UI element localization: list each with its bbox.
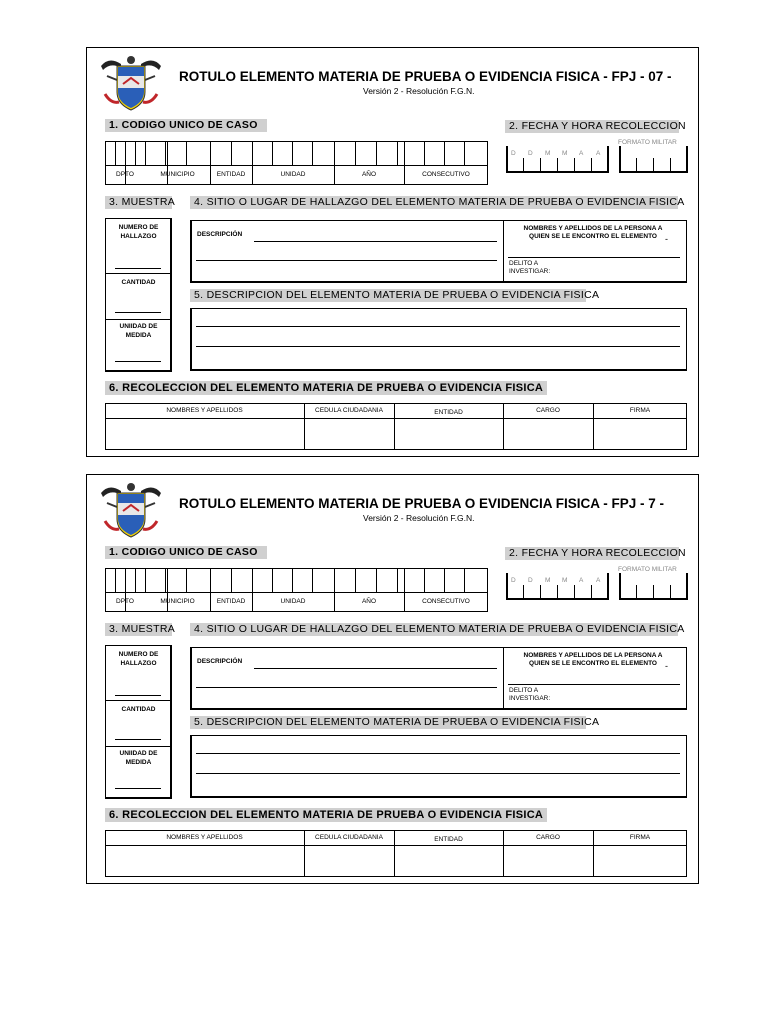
numero-hallazgo-label: NUMERO DE bbox=[118, 651, 159, 658]
consecutivo-label: CONSECUTIVO bbox=[422, 598, 470, 605]
date-letter: D bbox=[528, 577, 533, 584]
col-firma: FIRMA bbox=[629, 407, 651, 414]
section-6-heading: 6. RECOLECCION DEL ELEMENTO MATERIA DE PRUEBA O EVIDENCIA FISICA bbox=[105, 381, 547, 395]
firma-cell[interactable] bbox=[594, 419, 686, 449]
delito-label: DELITO A bbox=[509, 260, 539, 267]
unidad-medida-label: UNIIDAD DE bbox=[119, 323, 158, 330]
cargo-cell[interactable] bbox=[504, 419, 592, 449]
cantidad-label: CANTIDAD bbox=[121, 279, 156, 286]
section-3-heading: 3. MUESTRA bbox=[105, 623, 172, 636]
section-5-heading: 5. DESCRIPCION DEL ELEMENTO MATERIA DE PRUEBA O EVIDENCIA FISICA bbox=[190, 716, 586, 729]
descripcion-elemento-box[interactable] bbox=[190, 308, 687, 371]
cargo-cell[interactable] bbox=[504, 846, 592, 876]
descripcion-elemento-box[interactable] bbox=[190, 735, 687, 798]
persona-input[interactable] bbox=[508, 684, 680, 685]
descripcion-label: DESCRIPCIÓN bbox=[197, 658, 243, 665]
colombia-coat-of-arms-icon bbox=[97, 481, 165, 539]
col-cedula: CEDULA CIUDADANIA bbox=[315, 834, 383, 841]
persona-label-2: QUIEN SE LE ENCONTRO EL ELEMENTO bbox=[529, 233, 657, 240]
section-4-heading: 4. SITIO O LUGAR DE HALLAZGO DEL ELEMENTO MATERIA DE PRUEBA O EVIDENCIA FISICA bbox=[190, 196, 678, 209]
numero-hallazgo-input[interactable] bbox=[115, 695, 161, 696]
date-letter: A bbox=[579, 577, 584, 584]
delito-label: DELITO A bbox=[509, 687, 539, 694]
date-letter: M bbox=[562, 577, 568, 584]
date-letter: M bbox=[545, 150, 551, 157]
case-code-grid[interactable] bbox=[105, 141, 488, 185]
unidad-medida-label: UNIIDAD DE bbox=[119, 750, 158, 757]
col-firma: FIRMA bbox=[629, 834, 651, 841]
section-5-heading: 5. DESCRIPCION DEL ELEMENTO MATERIA DE PRUEBA O EVIDENCIA FISICA bbox=[190, 289, 586, 302]
nombres-cell[interactable] bbox=[106, 419, 303, 449]
numero-hallazgo-label: NUMERO DE bbox=[118, 224, 159, 231]
section-1-heading: 1. CODIGO UNICO DE CASO bbox=[105, 119, 267, 132]
colombia-coat-of-arms-icon bbox=[97, 54, 165, 112]
anio-label: AÑO bbox=[361, 171, 377, 178]
unidad-medida-label-2: MEDIDA bbox=[125, 759, 152, 766]
col-nombres: NOMBRES Y APELLIDOS bbox=[166, 834, 243, 841]
unidad-label: UNIDAD bbox=[280, 171, 306, 178]
col-entidad: ENTIDAD bbox=[434, 409, 463, 416]
col-nombres: NOMBRES Y APELLIDOS bbox=[166, 407, 243, 414]
dpto-label: DPTO bbox=[116, 171, 134, 178]
col-cargo: CARGO bbox=[536, 407, 560, 414]
unidad-medida-input[interactable] bbox=[115, 361, 161, 362]
form-version: Versión 2 - Resolución F.G.N. bbox=[363, 513, 475, 523]
cedula-cell[interactable] bbox=[305, 419, 393, 449]
unidad-label: UNIDAD bbox=[280, 598, 306, 605]
section-3-heading: 3. MUESTRA bbox=[105, 196, 172, 209]
entidad-cell[interactable] bbox=[395, 419, 502, 449]
municipio-label: MUNICIPIO bbox=[160, 598, 195, 605]
descripcion-input-2[interactable] bbox=[196, 687, 497, 688]
persona-input[interactable] bbox=[508, 257, 680, 258]
case-code-grid[interactable] bbox=[105, 568, 488, 612]
date-letter: A bbox=[579, 150, 584, 157]
delito-label-2: INVESTIGAR: bbox=[509, 268, 551, 275]
anio-label: AÑO bbox=[361, 598, 377, 605]
cedula-cell[interactable] bbox=[305, 846, 393, 876]
numero-hallazgo-input[interactable] bbox=[115, 268, 161, 269]
formato-militar-label: FORMATO MILITAR bbox=[618, 566, 677, 573]
cantidad-input[interactable] bbox=[115, 312, 161, 313]
unidad-medida-input[interactable] bbox=[115, 788, 161, 789]
firma-cell[interactable] bbox=[594, 846, 686, 876]
cantidad-input[interactable] bbox=[115, 739, 161, 740]
entidad-label: ENTIDAD bbox=[216, 598, 246, 605]
date-letter: M bbox=[545, 577, 551, 584]
nombres-cell[interactable] bbox=[106, 846, 303, 876]
section-2-heading: 2. FECHA Y HORA RECOLECCION bbox=[505, 120, 679, 133]
descripcion-input[interactable] bbox=[254, 241, 497, 242]
dash-mark: - bbox=[665, 661, 668, 671]
date-letter: A bbox=[596, 150, 601, 157]
date-letter: M bbox=[562, 150, 568, 157]
evidence-label-form-2 bbox=[86, 474, 699, 884]
col-cedula: CEDULA CIUDADANIA bbox=[315, 407, 383, 414]
descripcion-input[interactable] bbox=[254, 668, 497, 669]
municipio-label: MUNICIPIO bbox=[160, 171, 195, 178]
formato-militar-label: FORMATO MILITAR bbox=[618, 139, 677, 146]
delito-label-2: INVESTIGAR: bbox=[509, 695, 551, 702]
muestra-box bbox=[105, 218, 172, 372]
persona-label: NOMBRES Y APELLIDOS DE LA PERSONA A bbox=[523, 225, 663, 232]
date-letter: D bbox=[528, 150, 533, 157]
dpto-label: DPTO bbox=[116, 598, 134, 605]
section-1-heading: 1. CODIGO UNICO DE CASO bbox=[105, 546, 267, 559]
persona-label: NOMBRES Y APELLIDOS DE LA PERSONA A bbox=[523, 652, 663, 659]
entidad-label: ENTIDAD bbox=[216, 171, 246, 178]
date-letter: D bbox=[511, 150, 516, 157]
section-2-heading: 2. FECHA Y HORA RECOLECCION bbox=[505, 547, 679, 560]
form-version: Versión 2 - Resolución F.G.N. bbox=[363, 86, 475, 96]
date-letter: A bbox=[596, 577, 601, 584]
col-cargo: CARGO bbox=[536, 834, 560, 841]
persona-label-2: QUIEN SE LE ENCONTRO EL ELEMENTO bbox=[529, 660, 657, 667]
col-entidad: ENTIDAD bbox=[434, 836, 463, 843]
consecutivo-label: CONSECUTIVO bbox=[422, 171, 470, 178]
evidence-label-form-1 bbox=[86, 47, 699, 457]
section-6-heading: 6. RECOLECCION DEL ELEMENTO MATERIA DE PRUEBA O EVIDENCIA FISICA bbox=[105, 808, 547, 822]
date-letter: D bbox=[511, 577, 516, 584]
cantidad-label: CANTIDAD bbox=[121, 706, 156, 713]
unidad-medida-label-2: MEDIDA bbox=[125, 332, 152, 339]
form-title: ROTULO ELEMENTO MATERIA DE PRUEBA O EVIDENCIA FISICA - FPJ - 07 - bbox=[179, 69, 672, 84]
descripcion-label: DESCRIPCIÓN bbox=[197, 231, 243, 238]
form-title: ROTULO ELEMENTO MATERIA DE PRUEBA O EVIDENCIA FISICA - FPJ - 7 - bbox=[179, 496, 665, 511]
descripcion-input-2[interactable] bbox=[196, 260, 497, 261]
numero-hallazgo-label-2: HALLAZGO bbox=[120, 233, 157, 240]
muestra-box bbox=[105, 645, 172, 799]
section-4-heading: 4. SITIO O LUGAR DE HALLAZGO DEL ELEMENTO MATERIA DE PRUEBA O EVIDENCIA FISICA bbox=[190, 623, 678, 636]
entidad-cell[interactable] bbox=[395, 846, 502, 876]
dash-mark: - bbox=[665, 234, 668, 244]
numero-hallazgo-label-2: HALLAZGO bbox=[120, 660, 157, 667]
